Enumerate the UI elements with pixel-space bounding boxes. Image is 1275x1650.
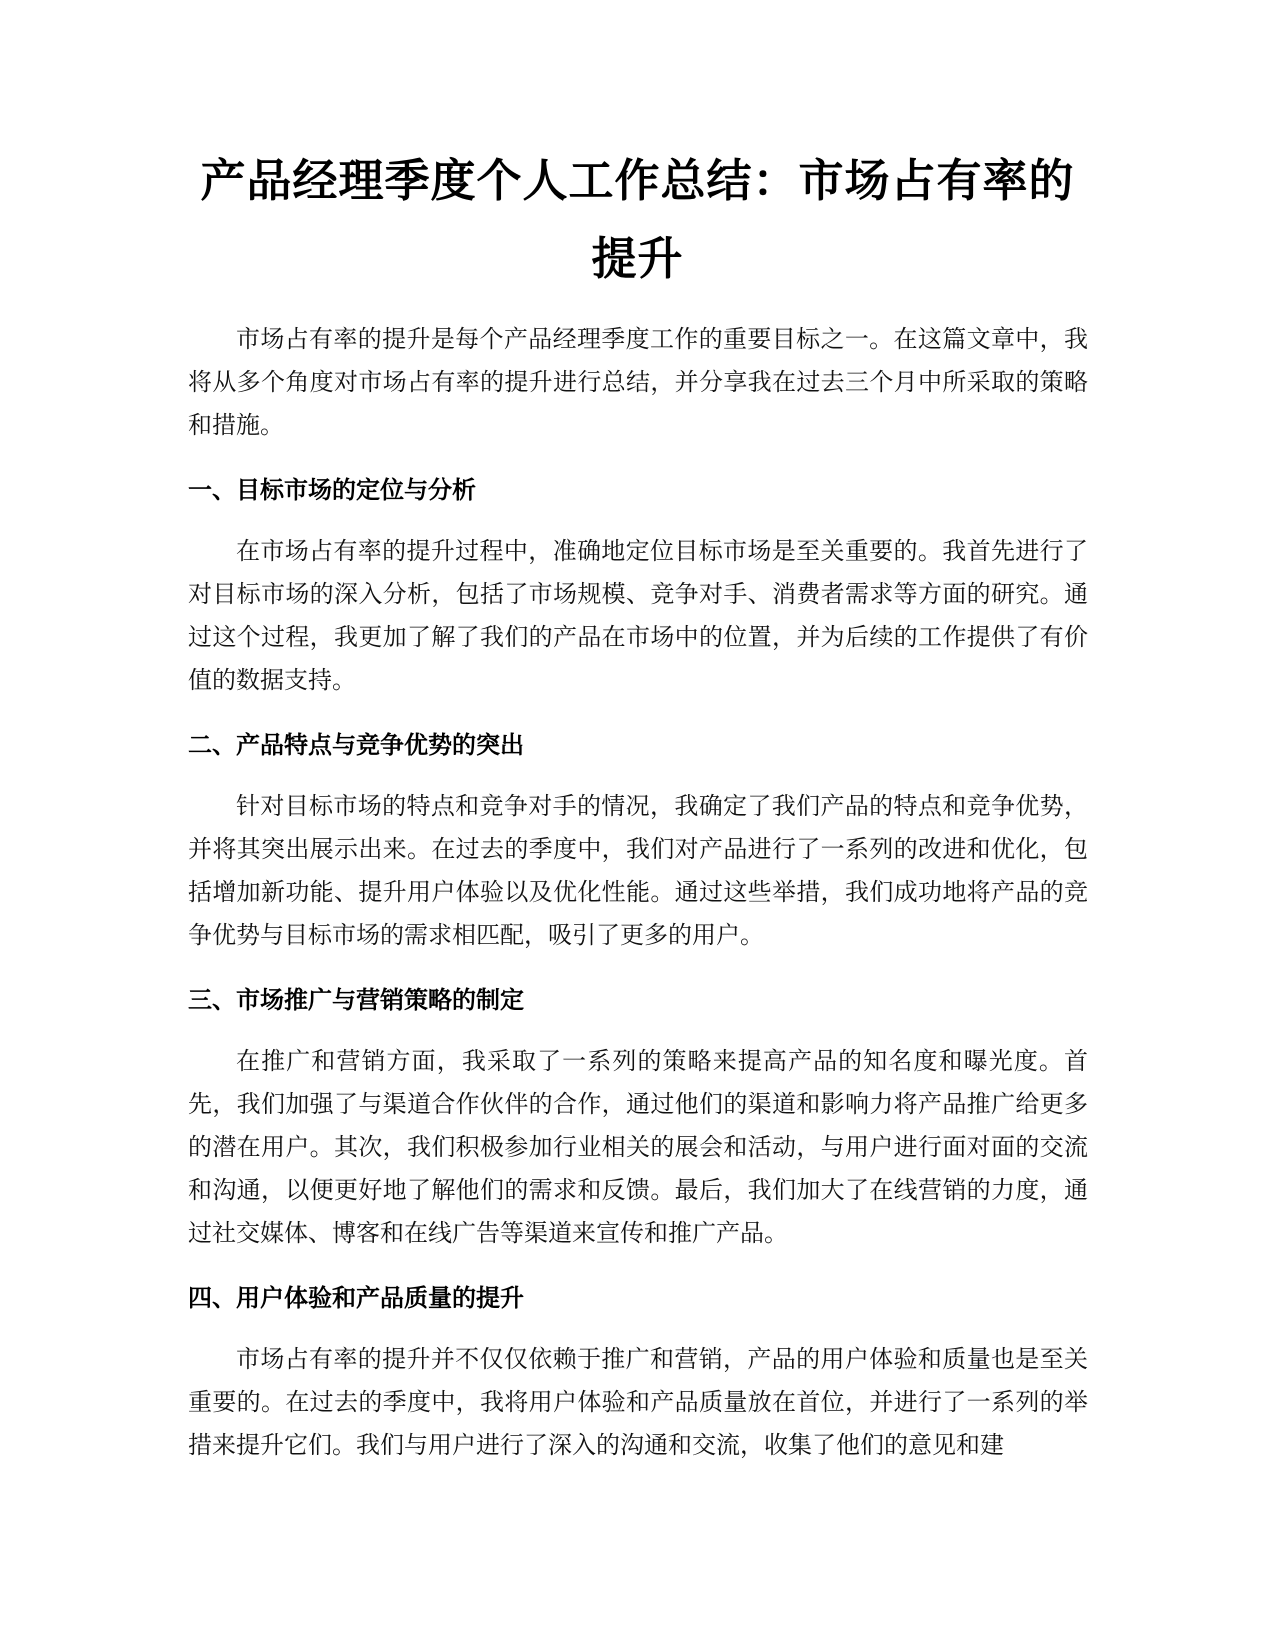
section-2-heading: 二、产品特点与竞争优势的突出	[188, 731, 524, 759]
section-3-heading: 三、市场推广与营销策略的制定	[188, 986, 524, 1014]
title-line-2: 提升	[591, 232, 684, 285]
document-title	[160, 142, 1115, 298]
title-line-1: 产品经理季度个人工作总结：市场占有率的	[200, 154, 1075, 207]
section-1-paragraph: 在市场占有率的提升过程中，准确地定位目标市场是至关重要的。我首先进行了对目标市场的深入分析，包括了市场规模、竞争对手、消费者需求等方面的研究。通过这个过程，我更加了解了我们的产品在市场中的位置，并为后续的工作提供了有价值的数据支持。	[188, 537, 1088, 694]
section-2-paragraph: 针对目标市场的特点和竞争对手的情况，我确定了我们产品的特点和竞争优势，并将其突出展示出来。在过去的季度中，我们对产品进行了一系列的改进和优化，包括增加新功能、提升用户体验以及优化性能。通过这些举措，我们成功地将产品的竞争优势与目标市场的需求相匹配，吸引了更多的用户。	[188, 792, 1088, 949]
document-body	[188, 318, 1088, 1491]
section-4-heading: 四、用户体验和产品质量的提升	[188, 1284, 524, 1312]
section-4-paragraph: 市场占有率的提升并不仅仅依赖于推广和营销，产品的用户体验和质量也是至关重要的。在过去的季度中，我将用户体验和产品质量放在首位，并进行了一系列的举措来提升它们。我们与用户进行了深入的沟通和交流，收集了他们的意见和建	[188, 1345, 1088, 1459]
section-1-heading: 一、目标市场的定位与分析	[188, 476, 476, 504]
section-3-paragraph: 在推广和营销方面，我采取了一系列的策略来提高产品的知名度和曝光度。首先，我们加强了与渠道合作伙伴的合作，通过他们的渠道和影响力将产品推广给更多的潜在用户。其次，我们积极参加行业相关的展会和活动，与用户进行面对面的交流和沟通，以便更好地了解他们的需求和反馈。最后，我们加大了在线营销的力度，通过社交媒体、博客和在线广告等渠道来宣传和推广产品。	[188, 1047, 1088, 1247]
intro-paragraph: 市场占有率的提升是每个产品经理季度工作的重要目标之一。在这篇文章中，我将从多个角度对市场占有率的提升进行总结，并分享我在过去三个月中所采取的策略和措施。	[188, 325, 1088, 439]
